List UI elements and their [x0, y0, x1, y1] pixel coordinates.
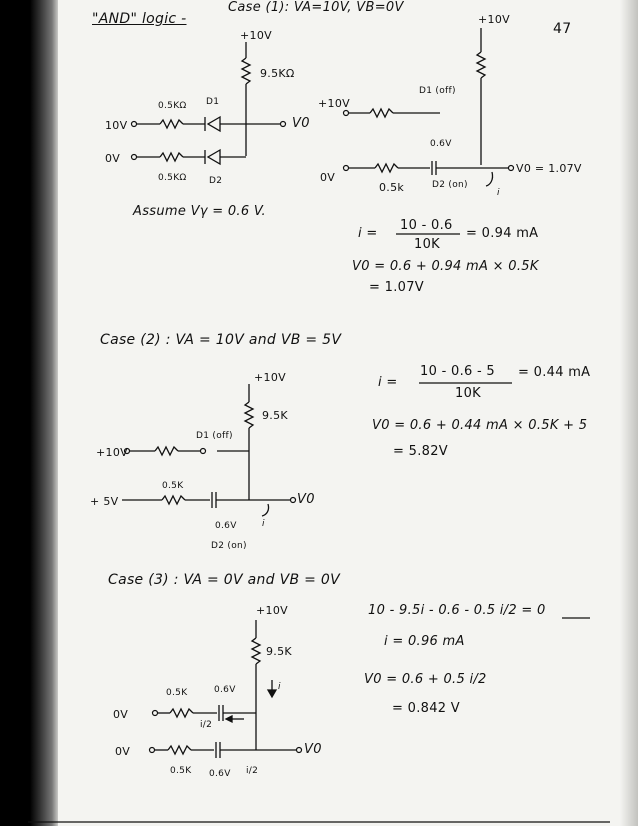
case1-v0-result: V0 = 1.07V [516, 162, 582, 175]
case1-right-input-a: +10V [318, 97, 350, 110]
case1-r-d2: 0.5KΩ [158, 173, 187, 183]
case3-output: V0 [304, 742, 322, 757]
case1-d2-on: D2 (on) [432, 180, 468, 190]
case2-eq-v0: V0 = 0.6 + 0.44 mA × 0.5K + 5 [372, 418, 588, 433]
case3-header: Case (3) : VA = 0V and VB = 0V [108, 572, 341, 588]
case2-circuit [122, 384, 296, 516]
case3-i-label: i [278, 682, 281, 692]
case2-eq-i-lhs: i = [378, 375, 398, 390]
case2-input-a: +10V [96, 446, 128, 459]
case1-right-r: 0.5k [379, 181, 405, 194]
case1-input-a: 10V [105, 119, 128, 132]
case3-eq-i: i = 0.96 mA [384, 634, 465, 649]
case1-eq-v0: V0 = 0.6 + 0.94 mA × 0.5K [352, 259, 539, 274]
case2-r: 0.5K [162, 481, 184, 491]
case1-supply-right: +10V [478, 13, 510, 26]
case2-i-label: i [262, 519, 265, 529]
case3-drop-top: 0.6V [214, 685, 236, 695]
case3-drop-bottom: 0.6V [209, 769, 231, 779]
case2-d1-off: D1 (off) [196, 431, 233, 441]
case1-i-label: i [497, 188, 500, 198]
case2-eq-i-num: 10 - 0.6 - 5 [420, 364, 495, 379]
case2-eq-i-res: = 0.44 mA [518, 365, 591, 380]
case3-eq-v0: V0 = 0.6 + 0.5 i/2 [364, 672, 487, 687]
case2-resistor: 9.5K [262, 409, 288, 422]
case1-input-b: 0V [105, 152, 121, 165]
case1-right-input-b: 0V [320, 171, 336, 184]
case1-resistor-left: 9.5KΩ [260, 67, 295, 80]
case3-r-bottom: 0.5K [170, 766, 192, 776]
case2-drop: 0.6V [215, 521, 237, 531]
case3-input-b: 0V [115, 745, 131, 758]
case1-d1-off: D1 (off) [419, 86, 456, 96]
case2-output: V0 [297, 492, 315, 507]
case2-input-b: + 5V [90, 495, 119, 508]
case1-drop: 0.6V [430, 139, 452, 149]
case1-header: Case (1): VA=10V, VB=0V [228, 0, 404, 15]
case1-assume: Assume Vγ = 0.6 V. [133, 204, 266, 219]
case2-supply: +10V [254, 371, 286, 384]
case1-supply-left: +10V [240, 29, 272, 42]
case1-eq-i-res: = 0.94 mA [466, 226, 539, 241]
page-number: 47 [553, 21, 572, 37]
case1-d1-label: D1 [206, 97, 220, 107]
case1-eq-i-den: 10K [414, 237, 440, 252]
case1-eq-v0-res: = 1.07V [369, 280, 424, 295]
case1-r-d1: 0.5KΩ [158, 101, 187, 111]
case2-eq-i-den: 10K [455, 386, 481, 401]
case2-header: Case (2) : VA = 10V and VB = 5V [100, 332, 342, 348]
case3-eq-v0-res: = 0.842 V [392, 701, 460, 716]
case3-resistor: 9.5K [266, 645, 292, 658]
case1-eq-i-lhs: i = [358, 226, 378, 241]
case3-r-top: 0.5K [166, 688, 188, 698]
case3-half-top: i/2 [200, 720, 213, 730]
case3-eq-kvl: 10 - 9.5i - 0.6 - 0.5 i/2 = 0 [368, 603, 546, 618]
case1-eq-i-num: 10 - 0.6 [400, 218, 453, 233]
case2-eq-v0-res: = 5.82V [393, 444, 448, 459]
section-title: "AND" logic - [92, 11, 187, 27]
case1-d2-label: D2 [209, 176, 223, 186]
case1-right-circuit [344, 28, 514, 186]
case1-output: V0 [292, 116, 310, 131]
case3-half-bottom: i/2 [246, 766, 259, 776]
case3-supply: +10V [256, 604, 288, 617]
case2-d2-on: D2 (on) [211, 541, 247, 551]
case3-input-a: 0V [113, 708, 129, 721]
